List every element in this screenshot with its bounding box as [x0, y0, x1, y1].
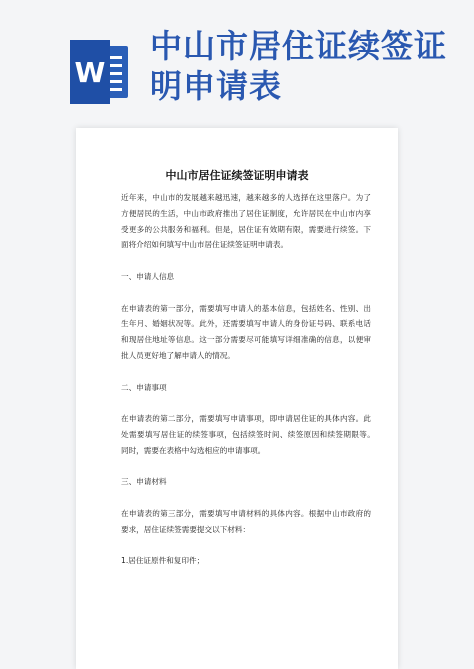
word-icon-letter: W	[74, 55, 106, 89]
banner-title: 中山市居住证续签证明申请表	[150, 27, 448, 105]
word-icon-badge	[70, 40, 110, 104]
section-heading-application-items: 二、申请事项	[121, 382, 167, 392]
section-paragraph-application-items: 在申请表的第二部分，需要填写申请事项，即申请居住证的具体内容。此处需要填写居住证的续签事项，包括续签时间、续签原因和续签期限等。 同时，需要在表格中勾选相应的申请事项。	[121, 414, 379, 455]
list-item-material-1: 1.居住证原件和复印件；	[121, 556, 205, 566]
section-heading-applicant-info: 一、申请人信息	[121, 271, 175, 281]
document-body	[121, 190, 379, 585]
document-title: 中山市居住证续签证明申请表	[165, 169, 309, 182]
word-document-icon	[70, 40, 128, 104]
section-heading-application-materials: 三、申请材料	[121, 477, 167, 487]
intro-paragraph: 近年来，中山市的发展越来越迅速，越来越多的人选择在这里落户。为了方便居民的生活，中山市政府推出了居住证制度，允许居民在中山市内享受更多的公共服务和福利。但是，居住证有效期有限，需要进行续签。下面将介绍如何填写中山市居住证续签证明申请表。	[121, 193, 371, 250]
document-page	[76, 128, 398, 669]
section-paragraph-applicant-info: 在申请表的第一部分，需要填写申请人的基本信息，包括姓名、性别、出生年月、婚姻状况等。此外，还需要填写申请人的身份证号码、联系电话和现居住地址等信息。这一部分需要尽可能填写详细准确的信息，以便审批人员更好地了解申请人的情况。	[121, 303, 371, 360]
header-banner	[0, 0, 474, 110]
section-paragraph-application-materials: 在申请表的第三部分，需要填写申请材料的具体内容。根据中山市政府的要求，居住证续签需要提交以下材料：	[121, 508, 371, 534]
